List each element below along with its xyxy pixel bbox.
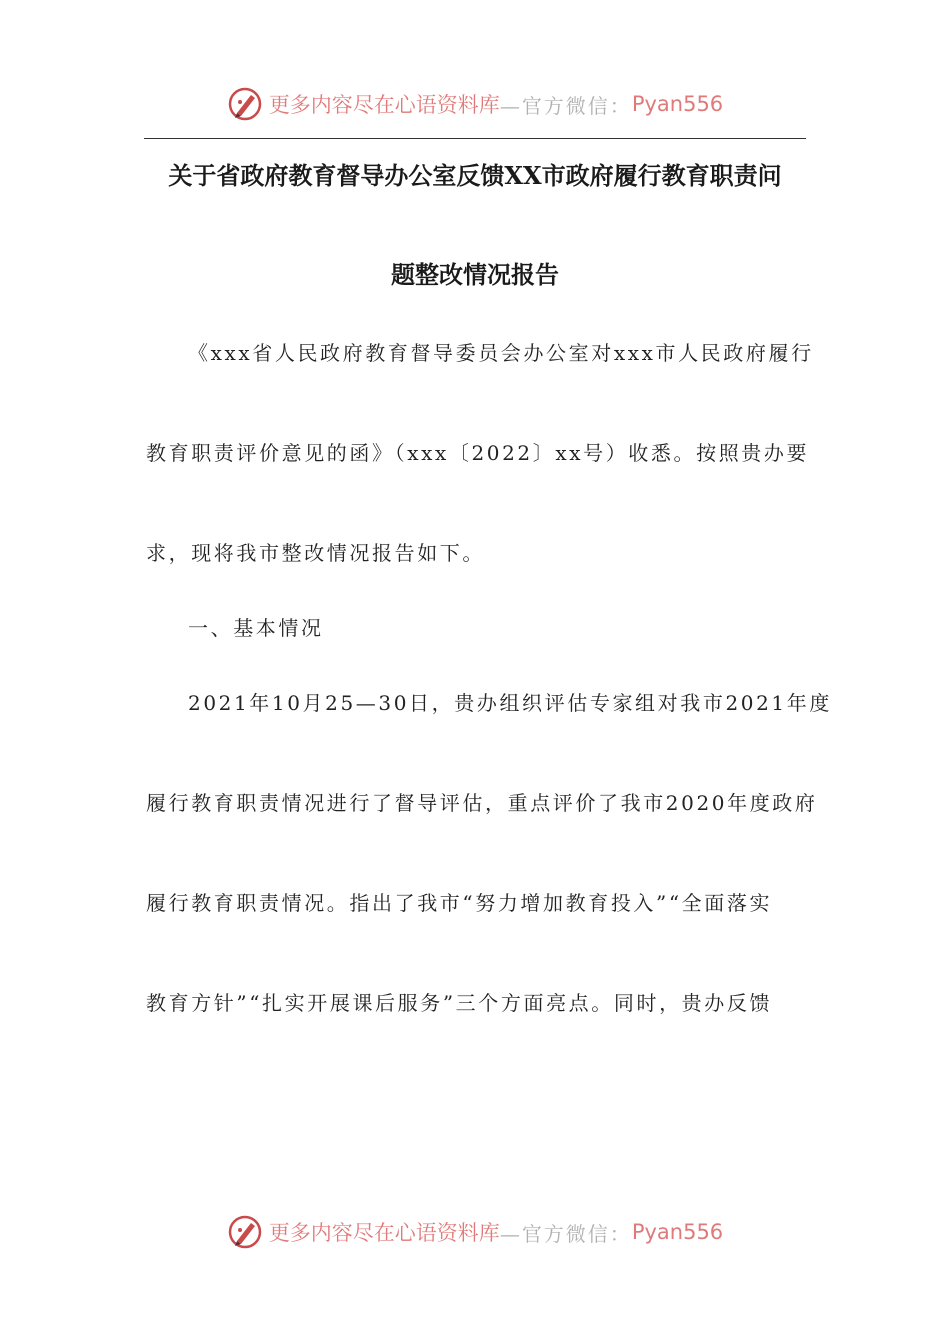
header-divider [144,138,806,139]
banner-wechat-id: Pyan556 [631,92,724,116]
body-line: 教育方针”“扎实开展课后服务”三个方面亮点。同时，贵办反馈 [146,991,773,1015]
body-line: 《xxx省人民政府教育督导委员会办公室对xxx市人民政府履行 [188,341,814,365]
body-line: 求，现将我市整改情况报告如下。 [146,541,485,565]
document-title-line-2: 题整改情况报告 [391,260,559,289]
banner-wechat-label: —官方微信： [499,1221,632,1246]
section-heading: 一、基本情况 [188,616,324,640]
banner-wechat-label: —官方微信： [499,93,632,118]
pen-logo-icon [227,1214,263,1250]
document-title-line-1: 关于省政府教育督导办公室反馈XX市政府履行教育职责问 [168,161,782,190]
body-line: 教育职责评价意见的函》（xxx〔2022〕xx号）收悉。按照贵办要 [146,441,810,465]
banner-main-text: 更多内容尽在心语资料库 [268,1221,500,1245]
footer-banner [0,1207,950,1257]
body-line: 履行教育职责情况。指出了我市“努力增加教育投入”“全面落实 [146,891,773,915]
header-banner [0,79,950,129]
body-line: 履行教育职责情况进行了督导评估，重点评价了我市2020年度政府 [146,791,818,815]
banner-main-text: 更多内容尽在心语资料库 [268,93,500,117]
banner-wechat-id: Pyan556 [631,1220,724,1244]
pen-logo-icon [227,86,263,122]
body-line: 2021年10月25—30日，贵办组织评估专家组对我市2021年度 [188,691,832,715]
